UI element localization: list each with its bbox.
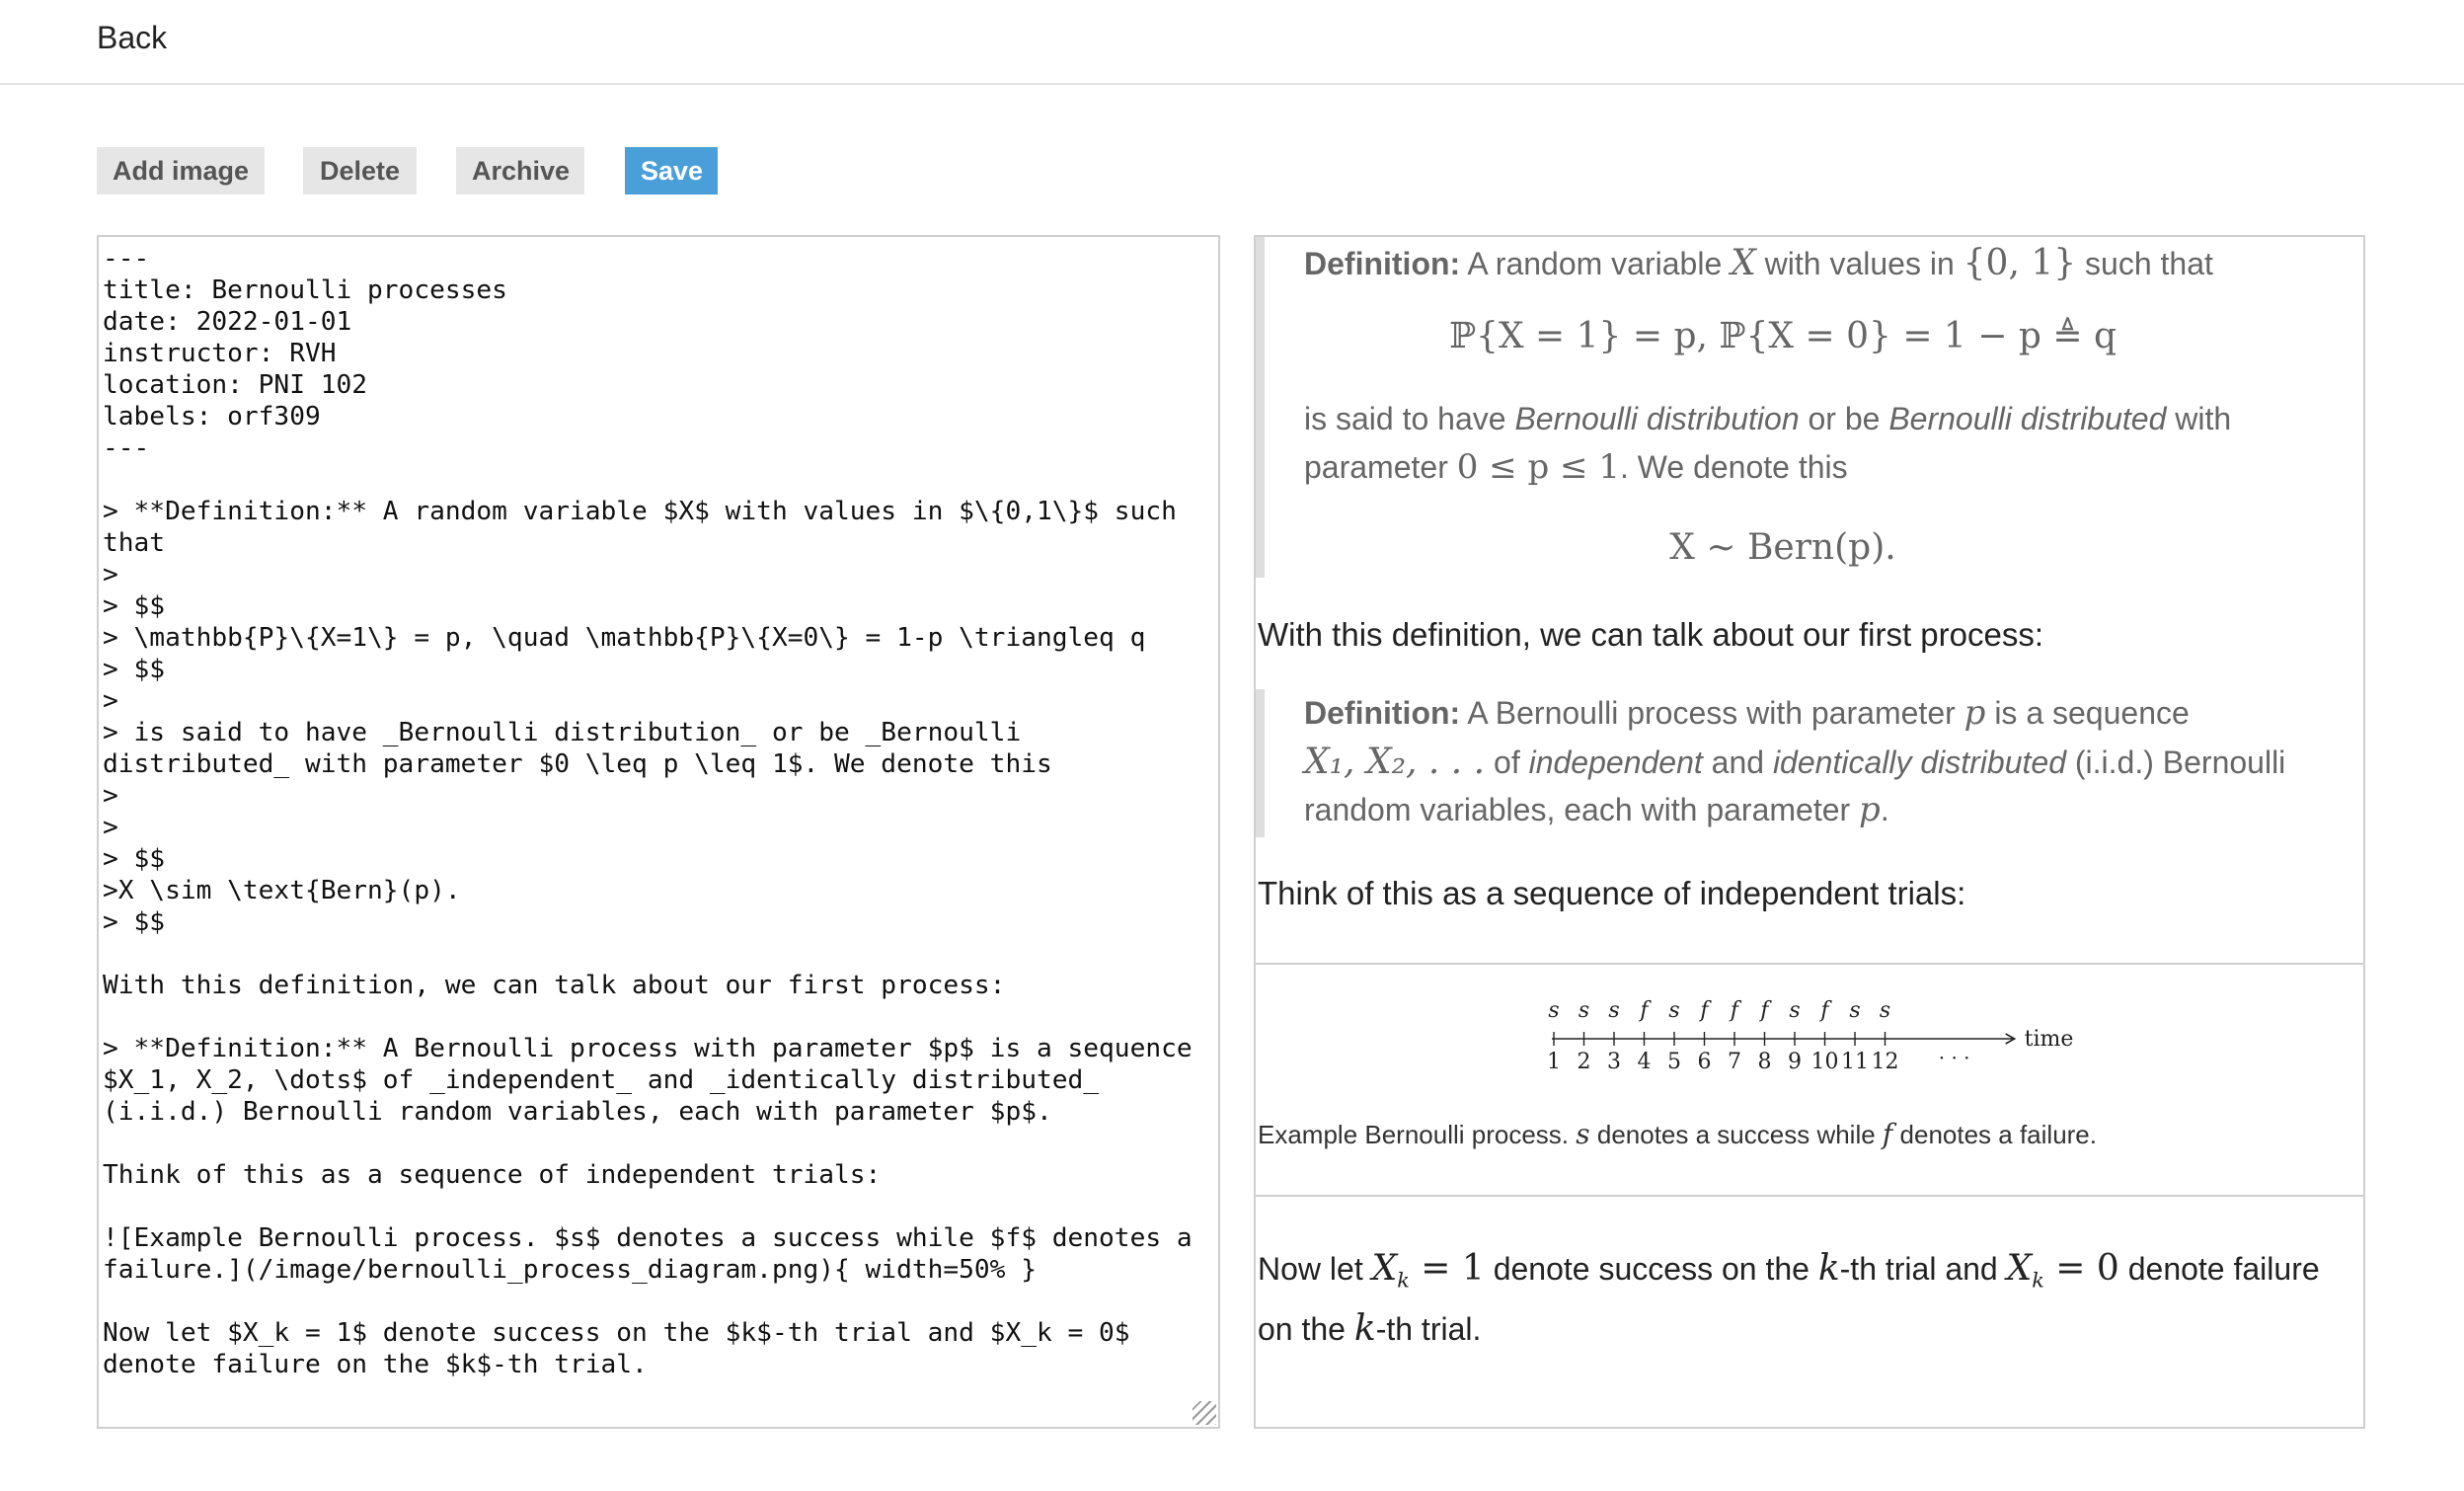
text: (i.i.d.) Bernoulli: [2065, 745, 2286, 780]
outcome-label: s: [1789, 998, 1801, 1023]
text: -th trial.: [1375, 1311, 1482, 1348]
display-equation: X ∼ Bern(p).: [1669, 527, 1896, 568]
delete-button[interactable]: Delete: [303, 147, 417, 195]
definition-line: [1304, 786, 2321, 834]
outcome-label: s: [1578, 998, 1590, 1023]
tick-label: 4: [1637, 1050, 1652, 1074]
outcome-label: f: [1640, 998, 1649, 1023]
text: denote failure: [2118, 1251, 2320, 1287]
definition-line: [1304, 689, 2321, 738]
text: is said to have: [1304, 401, 1515, 436]
paragraph-line: [1258, 1304, 2353, 1354]
text: with parameter: [1304, 401, 2232, 485]
paragraph: [1258, 1244, 2353, 1354]
definition-paragraph: [1304, 395, 2272, 492]
outcome-label: f: [1700, 998, 1709, 1023]
math-inline: = 1: [1409, 1248, 1485, 1289]
emphasis: identically distributed: [1772, 745, 2066, 780]
text: denote success on the: [1484, 1251, 1818, 1287]
tick-label: 9: [1788, 1050, 1802, 1074]
tick-label: 7: [1728, 1050, 1741, 1074]
text: Example Bernoulli process.: [1258, 1120, 1577, 1149]
tick-label: 6: [1697, 1050, 1712, 1074]
outcome-label: f: [1760, 998, 1769, 1023]
tick-label: 12: [1871, 1050, 1899, 1074]
math-var: k: [1817, 1248, 1840, 1289]
outcome-label: f: [1820, 998, 1829, 1023]
text: . We denote this: [1619, 449, 1848, 485]
definition-text: such that: [2076, 246, 2213, 281]
definition-text: with values in: [1755, 246, 1964, 281]
math-var: p: [1859, 790, 1881, 829]
text: denotes a failure.: [1892, 1120, 2097, 1149]
resize-handle[interactable]: [1193, 1401, 1216, 1425]
tick-label: 5: [1667, 1050, 1681, 1074]
text: or be: [1799, 401, 1889, 436]
math-subscript: k: [1397, 1268, 1410, 1293]
add-image-button[interactable]: Add image: [97, 147, 265, 195]
outcome-label: s: [1879, 998, 1891, 1023]
tick-label: 3: [1607, 1050, 1621, 1074]
definition-line: [1304, 239, 2262, 288]
math-var: X: [1731, 243, 1756, 283]
math-var: X: [1371, 1248, 1398, 1289]
top-bar: [0, 0, 2464, 85]
emphasis: independent: [1528, 745, 1703, 780]
emphasis: Bernoulli distributed: [1888, 401, 2167, 436]
tick-label: 10: [1810, 1050, 1839, 1074]
outcome-label: s: [1849, 998, 1861, 1023]
text: .: [1880, 792, 1889, 827]
math-set: {0, 1}: [1963, 243, 2077, 283]
math-inline: X₁, X₂, . . .: [1304, 742, 1486, 782]
divider: [1256, 1195, 2363, 1197]
bernoulli-process-diagram: [1542, 997, 2095, 1086]
definition-blockquote: [1256, 237, 2263, 578]
text: of: [1485, 745, 1529, 780]
definition-label: Definition:: [1304, 695, 1461, 731]
outcome-label: s: [1548, 998, 1560, 1023]
save-button[interactable]: Save: [625, 147, 718, 195]
outcome-label: s: [1668, 998, 1680, 1023]
definition-label: Definition:: [1304, 246, 1461, 281]
paragraph: Think of this as a sequence of independent trials:: [1258, 875, 1966, 911]
tick-label: 11: [1841, 1050, 1869, 1074]
tick-label: 1: [1547, 1050, 1561, 1074]
outcome-label: s: [1608, 998, 1620, 1023]
text: and: [1702, 745, 1773, 780]
text: -th trial and: [1839, 1251, 2007, 1287]
math-subscript: k: [2032, 1268, 2044, 1293]
display-equation: ℙ{X = 1} = p, ℙ{X = 0} = 1 − p ≜ q: [1448, 316, 2118, 356]
tick-label: 8: [1757, 1050, 1772, 1074]
math-var: X: [2006, 1248, 2033, 1289]
definition-text: A random variable: [1460, 246, 1732, 281]
math-var: k: [1353, 1308, 1376, 1350]
outcome-label: f: [1730, 998, 1739, 1023]
tick-label: 2: [1577, 1050, 1591, 1074]
emphasis: Bernoulli distribution: [1514, 401, 1800, 436]
definition-blockquote: [1256, 689, 2302, 837]
math-inline: 0 ≤ p ≤ 1: [1456, 447, 1620, 487]
preview-pane: [1254, 235, 2365, 1429]
paragraph: With this definition, we can talk about our first process:: [1258, 616, 2044, 653]
text: Now let: [1258, 1251, 1372, 1287]
archive-button[interactable]: Archive: [456, 147, 584, 195]
math-inline: = 0: [2043, 1248, 2119, 1289]
back-link[interactable]: Back: [97, 20, 168, 55]
text: A Bernoulli process with parameter: [1460, 695, 1964, 731]
markdown-textarea[interactable]: [103, 243, 1214, 1418]
time-axis-label: time: [2024, 1027, 2074, 1052]
definition-line: [1304, 738, 2321, 787]
text: denotes a success while: [1589, 1120, 1883, 1149]
markdown-editor: [97, 235, 1220, 1429]
text: is a sequence: [1985, 695, 2190, 731]
paragraph-line: [1258, 1244, 2353, 1304]
figure-caption: [1258, 1118, 2097, 1150]
divider: [1256, 963, 2363, 965]
math-var: f: [1882, 1118, 1893, 1150]
math-var: p: [1964, 693, 1986, 733]
continuation-ellipsis: · · ·: [1938, 1046, 1970, 1069]
text: on the: [1258, 1311, 1354, 1348]
text: random variables, each with parameter: [1304, 792, 1860, 827]
math-var: s: [1576, 1118, 1590, 1150]
